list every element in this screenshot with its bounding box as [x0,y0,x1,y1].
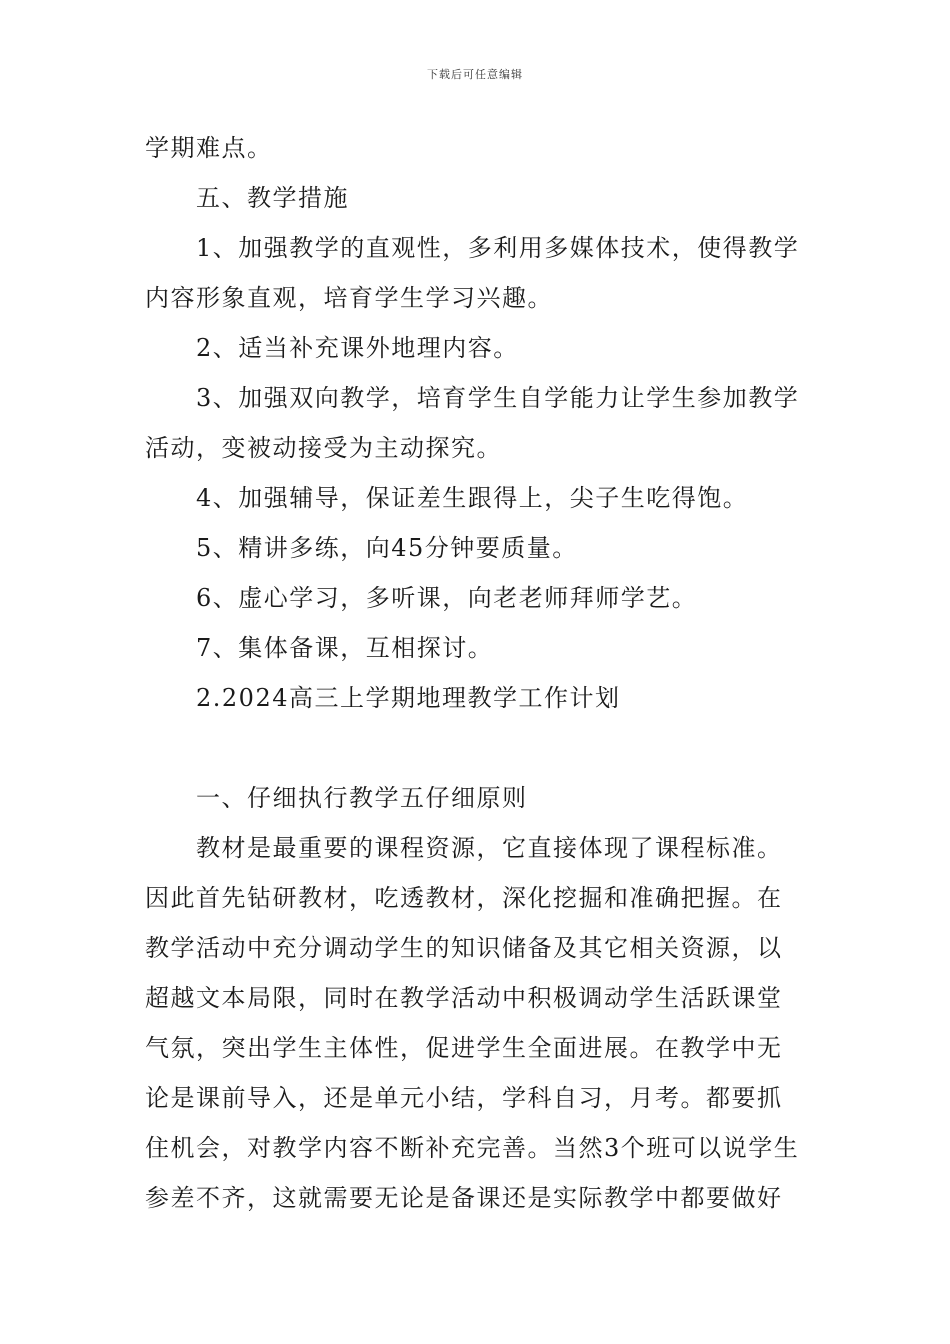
paragraph-line: 超越文本局限，同时在教学活动中积极调动学生活跃课堂 [145,984,783,1012]
list-item: 5、精讲多练，向45分钟要质量。 [196,534,578,562]
text-line: 内容形象直观，培育学生学习兴趣。 [145,284,553,312]
list-item: 3、加强双向教学，培育学生自学能力让学生参加教学 [196,384,800,412]
paragraph-line: 因此首先钻研教材，吃透教材，深化挖掘和准确把握。在 [145,884,783,912]
text-line: 活动，变被动接受为主动探究。 [145,434,502,462]
paragraph-line: 教材是最重要的课程资源，它直接体现了课程标准。 [196,834,783,862]
list-item: 6、虚心学习，多听课，向老老师拜师学艺。 [196,584,698,612]
paragraph-line: 气氛，突出学生主体性，促进学生全面进展。在教学中无 [145,1034,783,1062]
section-heading: 一、仔细执行教学五仔细原则 [196,784,528,812]
page-header-note: 下载后可任意编辑 [427,68,523,81]
paragraph-line: 参差不齐，这就需要无论是备课还是实际教学中都要做好 [145,1184,783,1212]
paragraph-line: 论是课前导入，还是单元小结，学科自习，月考。都要抓 [145,1084,783,1112]
list-item: 7、集体备课，互相探讨。 [196,634,494,662]
text-line: 学期难点。 [145,134,273,162]
document-title: 2.2024高三上学期地理教学工作计划 [196,684,621,712]
list-item: 2、适当补充课外地理内容。 [196,334,519,362]
list-item: 1、加强教学的直观性，多利用多媒体技术，使得教学 [196,234,800,262]
list-item: 4、加强辅导，保证差生跟得上，尖子生吃得饱。 [196,484,749,512]
section-heading: 五、教学措施 [196,184,349,212]
paragraph-line: 住机会，对教学内容不断补充完善。当然3个班可以说学生 [145,1134,800,1162]
paragraph-line: 教学活动中充分调动学生的知识储备及其它相关资源，以 [145,934,783,962]
